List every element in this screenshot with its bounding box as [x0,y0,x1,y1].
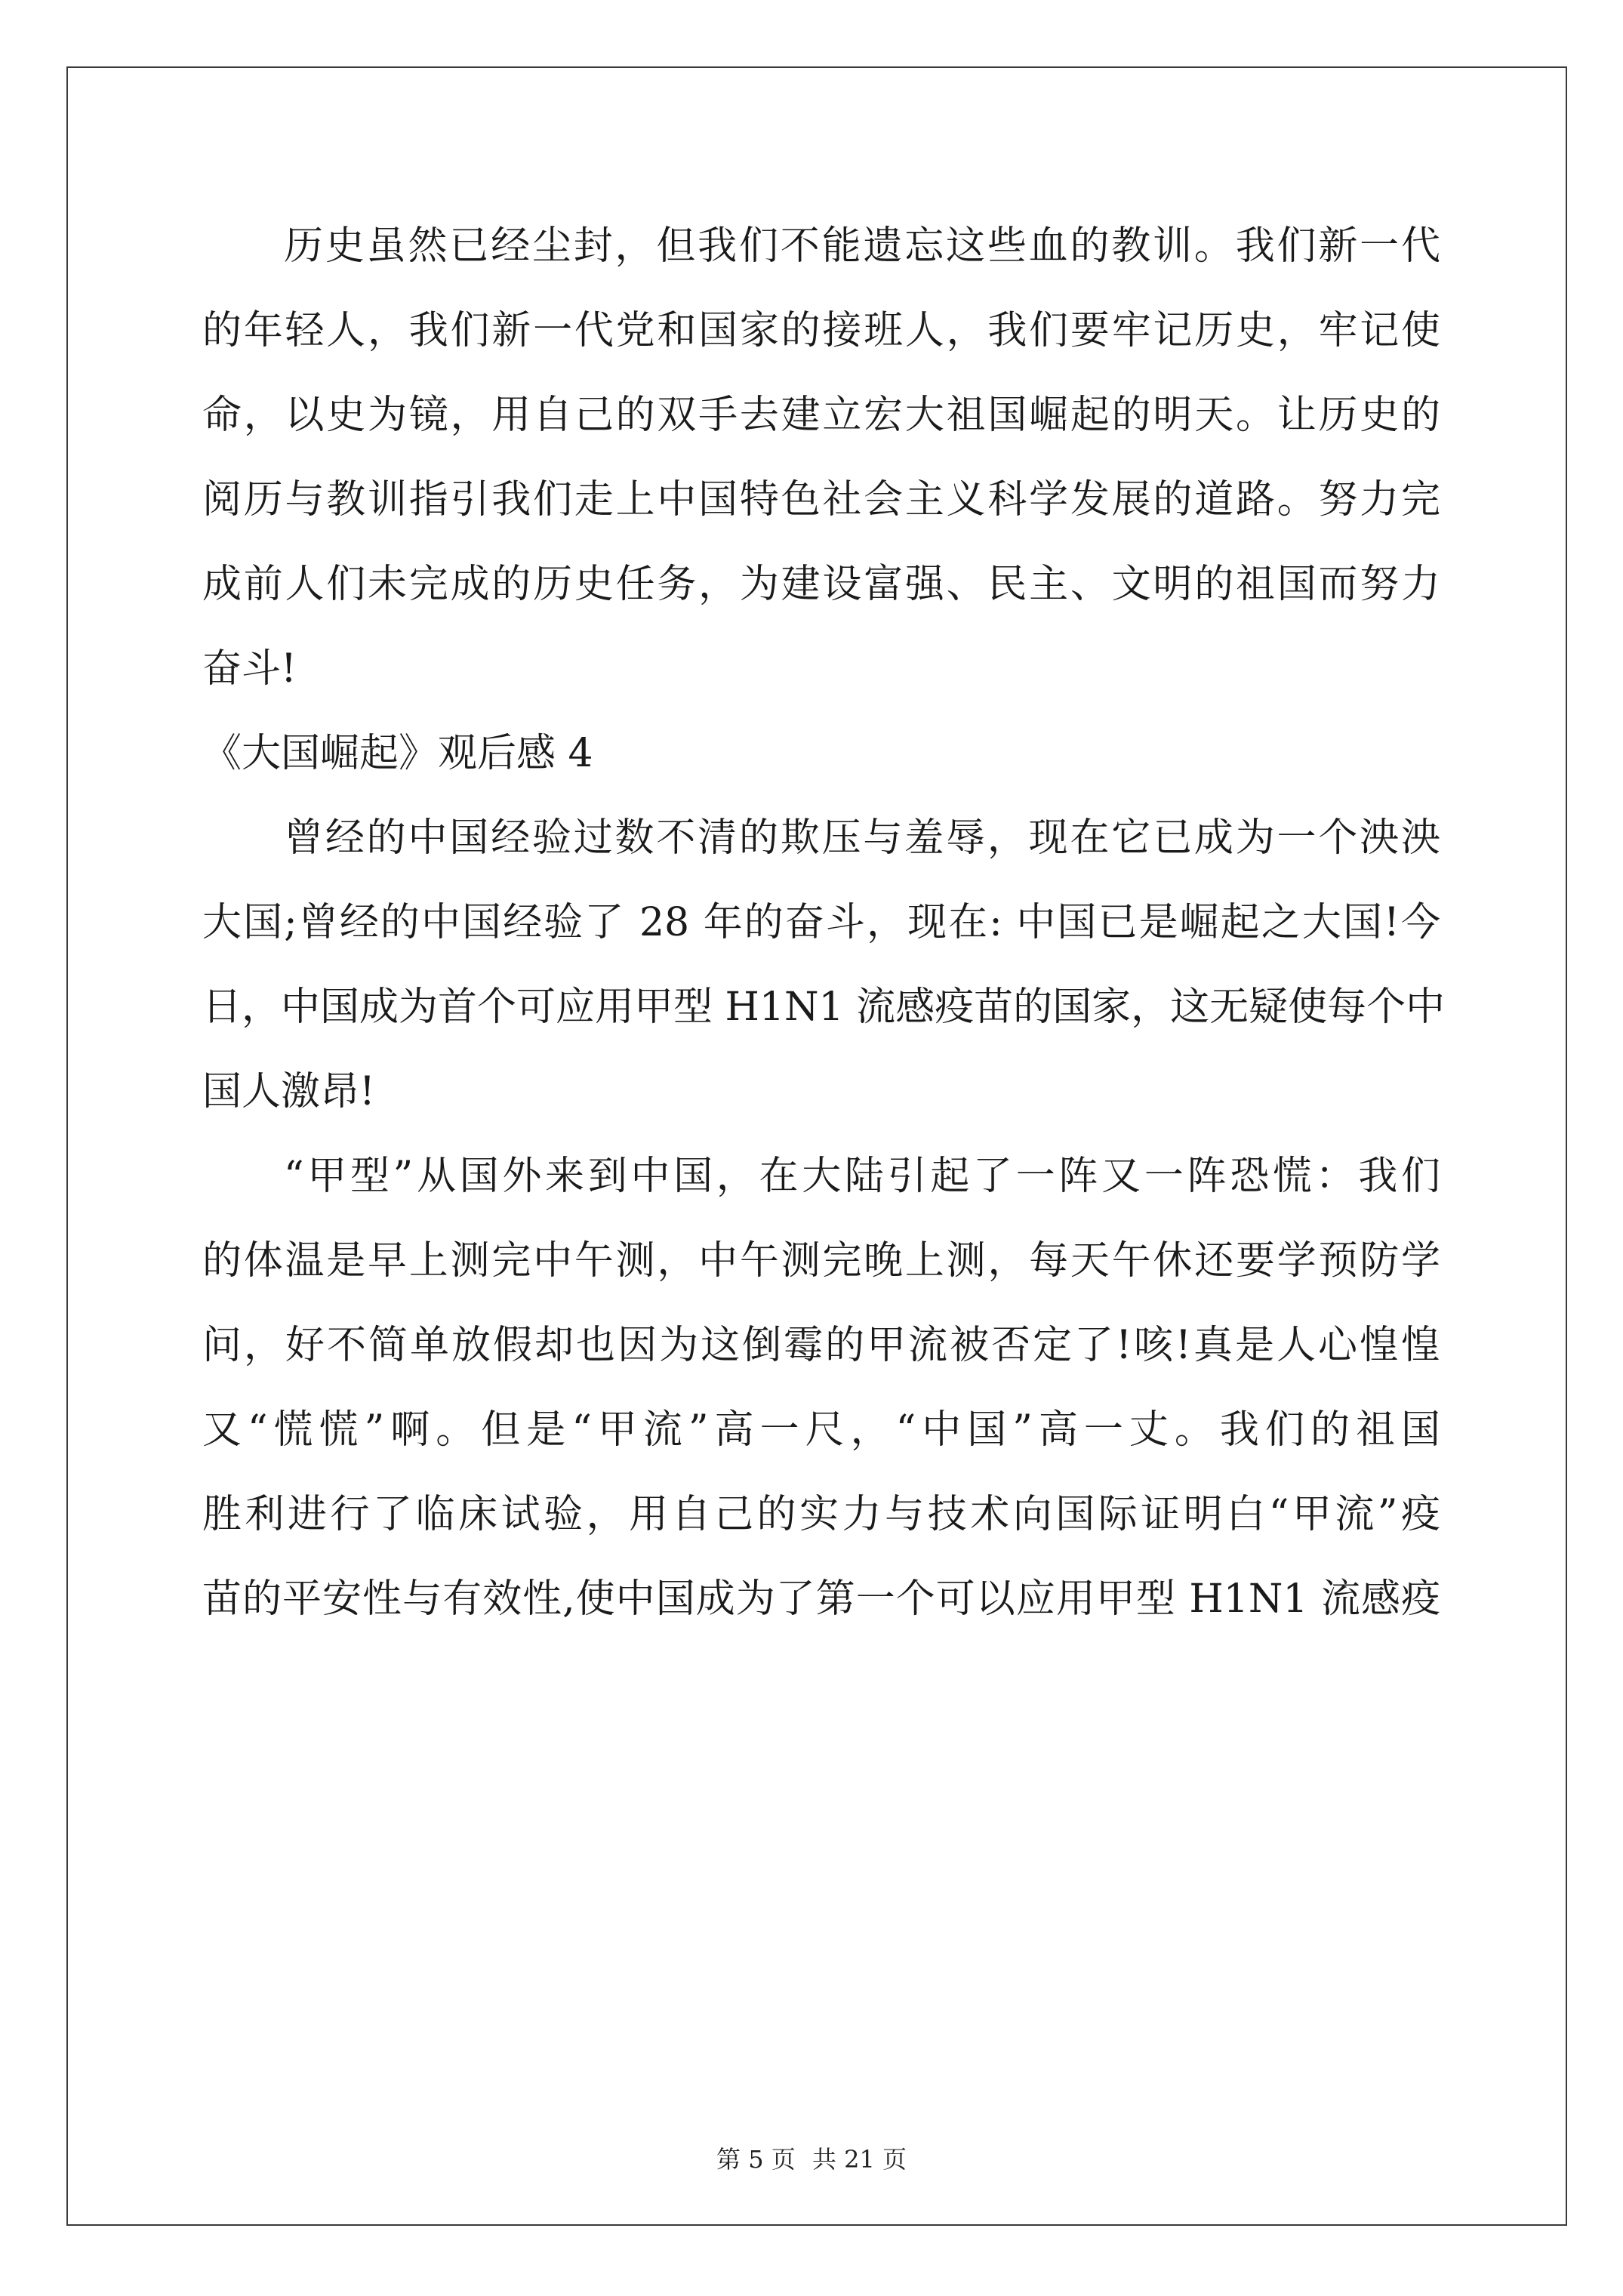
text-line: 的年轻人，我们新一代党和国家的接班人，我们要牢记历史，牢记使 [202,308,1440,353]
text-line: 国人激昂! [202,1069,375,1114]
text-line: 曾经的中国经验过数不清的欺压与羞辱，现在它已成为一个泱泱 [284,815,1440,861]
text-line: 历史虽然已经尘封，但我们不能遗忘这些血的教训。我们新一代 [284,223,1440,269]
text-line: 成前人们未完成的历史任务，为建设富强、民主、文明的祖国而努力 [202,562,1440,607]
section-heading: 《大国崛起》观后感 4 [202,731,593,776]
text-line: 大国;曾经的中国经验了 28 年的奋斗，现在: 中国已是崛起之大国!今 [202,900,1440,945]
text-line: 的体温是早上测完中午测，中午测完晚上测，每天午休还要学预防学 [202,1238,1440,1284]
text-line: “甲型”从国外来到中国，在大陆引起了一阵又一阵恐慌：我们 [284,1154,1440,1199]
text-line: 问，好不简单放假却也因为这倒霉的甲流被否定了!咳!真是人心惶惶 [202,1323,1440,1368]
text-line: 胜利进行了临床试验，用自己的实力与技术向国际证明白“甲流”疫 [202,1492,1440,1537]
page-footer [0,2144,1623,2174]
page-number: 第 5 页 [716,2145,796,2174]
text-line: 又“慌慌”啊。但是“甲流”高一尺，“中国”高一丈。我们的祖国 [202,1407,1440,1453]
page-total: 共 21 页 [812,2145,907,2174]
text-line: 阅历与教训指引我们走上中国特色社会主义科学发展的道路。努力完 [202,477,1440,522]
text-line: 奋斗! [202,646,297,692]
text-line: 日，中国成为首个可应用甲型 H1N1 流感疫苗的国家，这无疑使每个中 [202,985,1446,1030]
text-line: 苗的平安性与有效性,使中国成为了第一个可以应用甲型 H1N1 流感疫 [202,1576,1440,1622]
text-line: 命，以史为镜，用自己的双手去建立宏大祖国崛起的明天。让历史的 [202,393,1440,438]
document-body [202,204,1446,1641]
